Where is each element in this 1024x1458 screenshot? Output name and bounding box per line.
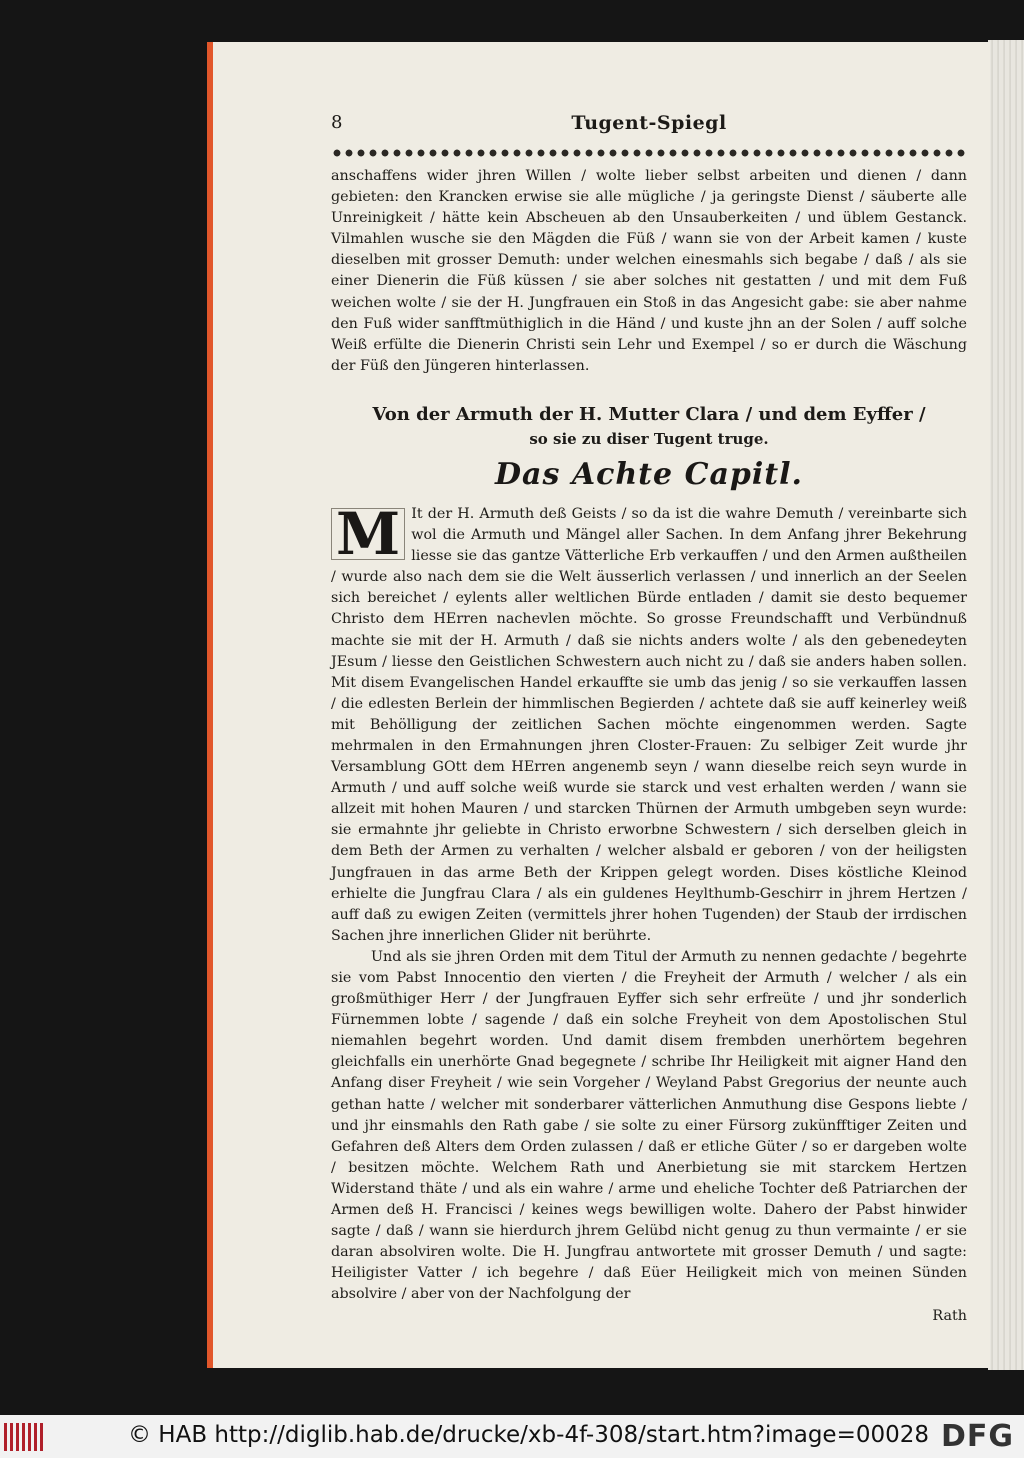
chapter-paragraph-1: It der H. Armuth deß Geists / so da ist die wahre Demuth / vereinbarte sich wol die Armuth und Mängel aller Sachen. In dem Anfang jhrer Bekehrung liesse sie das gantze Vätterliche Erb verkauffen / und den Armen außtheilen / wurde also nach dem sie die Welt äusserlich verlassen / und innerlich an der Seelen sich bereichet / eylents aller weltlichen Bürde entladen / damit sie desto bequemer Christo dem HErren nachevlen möchte. So grosse Freundschafft und Verbündnuß machte sie mit der H. Armuth / daß sie nichts anders wolte / als den gebenedeyten JEsum / liesse den Geistlichen Schwestern auch nicht zu / daß sie anders haben sollen. Mit disem Evangelischen Handel erkauffte sie umb das jenig / so sie verkauffen lassen / die edlesten Berlein der himmlischen Begierden / achtete daß sie auff keinerley weiß mit Behölligung der zeitlichen Sachen möchte eingenommen werden. Sagte mehrmalen in den Ermahnungen jhren Closter-Frauen: Zu selbiger Zeit wurde jhr Versamblung GOtt dem HErren angenemb seyn / wann dieselbe reich seyn wurde in Armuth / und auff solche weiß wurde sie starck und vest erhalten werden / wann sie allzeit mit hohen Mauren / und starcken Thürnen der Armuth umbgeben seyn wurde: sie ermahnte jhr geliebte in Christo erworbne Schwestern / sich derselben gleich in dem Beth der Armen zu verhalten / welcher alsbald er geboren / von der heiligsten Jungfrauen in das arme Beth der Krippen gelegt worden. Dises köstliche Kleinod erhielte die Jungfrau Clara / als ein guldenes Heylthumb-Geschirr in jhrem Hertzen / auff daß zu ewigen Zeiten (vermittels jhrer hohen Tugenden) der Staub der irrdischen Sachen jhre innerlichen Glider nit berührte. — [331, 505, 967, 944]
ornament-rule — [331, 146, 967, 160]
book-page-edges — [988, 40, 1024, 1370]
library-logo-icon — [4, 1423, 44, 1451]
footer-bar — [0, 1415, 1024, 1458]
page-header — [331, 110, 967, 142]
page-number: 8 — [331, 112, 343, 133]
section-heading: Von der Armuth der H. Mutter Clara / und dem Eyffer / — [372, 403, 926, 425]
book-page — [207, 42, 990, 1368]
dfg-logo: DFG — [940, 1419, 1014, 1454]
chapter-paragraph-2: Und als sie jhren Orden mit dem Titul der Armuth zu nennen gedachte / begehrte sie vom Pabst Innocentio den vierten / die Freyheit der Armuth / welcher / als ein großmüthiger Herr / der Jungfrauen Eyffer sich sehr erfreüte / und jhr sonderlich Fürnemmen lobte / sagende / daß ein solche Freyheit von dem Apostolischen Stul niemahlen begehrt worden. Und damit disem frembden unerhörtem begehren gleichfalls ein unerhörte Gnad begegnete / schribe Ihr Heiligkeit mit aigner Hand den Anfang diser Freyheit / wie sein Vorgeher / Weyland Pabst Gregorius der neunte auch gethan hatte / welcher mit sonderbarer vätterlichen Anmuthung dise Gespons liebte / und jhr einsmahls den Rath gabe / sie solte zu einer Fürsorg zukünfftiger Zeiten und Gefahren deß Alters dem Orden zulassen / daß er etliche Güter / so er dargeben wolte / besitzen möchte. Welchem Rath und Anerbietung sie mit starckem Hertzen Widerstand thäte / und als ein wahre / arme und eheliche Tochter deß Patriarchen der Armen deß H. Francisci / keines wegs bewilligen wolte. Dahero der Pabst hinwider sagte / daß / wann sie hierdurch jhrem Gelübd nicht genug zu thun vermainte / er sie daran absolviren wolte. Die H. Jungfrau antwortete mit grosser Demuth / und sagte: Heiligister Vatter / ich begehre / daß Eüer Heiligkeit mich von meinen Sünden absolvire / aber von der Nachfolgung der — [331, 948, 967, 1303]
opening-paragraph: anschaffens wider jhren Willen / wolte lieber selbst arbeiten und dienen / dann gebieten: den Krancken erwise sie alle mügliche / ja geringste Dienst / säuberte alle Unreinigkeit / hätte kein Abscheuen ab den Unsauberkeiten / und üblem Gestanck. Vilmahlen wusche sie den Mägden die Füß / wann sie von der Arbeit kamen / kuste dieselben mit grosser Demuth: under welchen einesmahls sich begabe / daß / als sie einer Dienerin die Füß küssen / sie aber solches nit gestatten / und mit dem Fuß weichen wolte / sie der H. Jungfrauen ein Stoß in das Angesicht gabe: sie aber nahme den Fuß wider sanfftmüthiglich in die Händ / und kuste jhn an der Solen / auff solche Weiß erfülte die Dienerin Christi sein Lehr und Exempel / so er durch die Wäschung der Füß den Jüngeren hinterlassen. — [331, 168, 967, 374]
running-title: Tugent-Spiegl — [571, 112, 727, 134]
section-subheading: so sie zu diser Tugent truge. — [529, 429, 769, 448]
chapter-body — [331, 499, 967, 1327]
page-content — [331, 110, 967, 1327]
source-url-link[interactable]: © HAB http://diglib.hab.de/drucke/xb-4f-308/start.htm?image=00028 — [128, 1422, 930, 1448]
chapter-title: Das Achte Capitl. — [495, 456, 803, 492]
catchword: Rath — [932, 1307, 967, 1324]
drop-cap-initial: M — [331, 508, 405, 560]
